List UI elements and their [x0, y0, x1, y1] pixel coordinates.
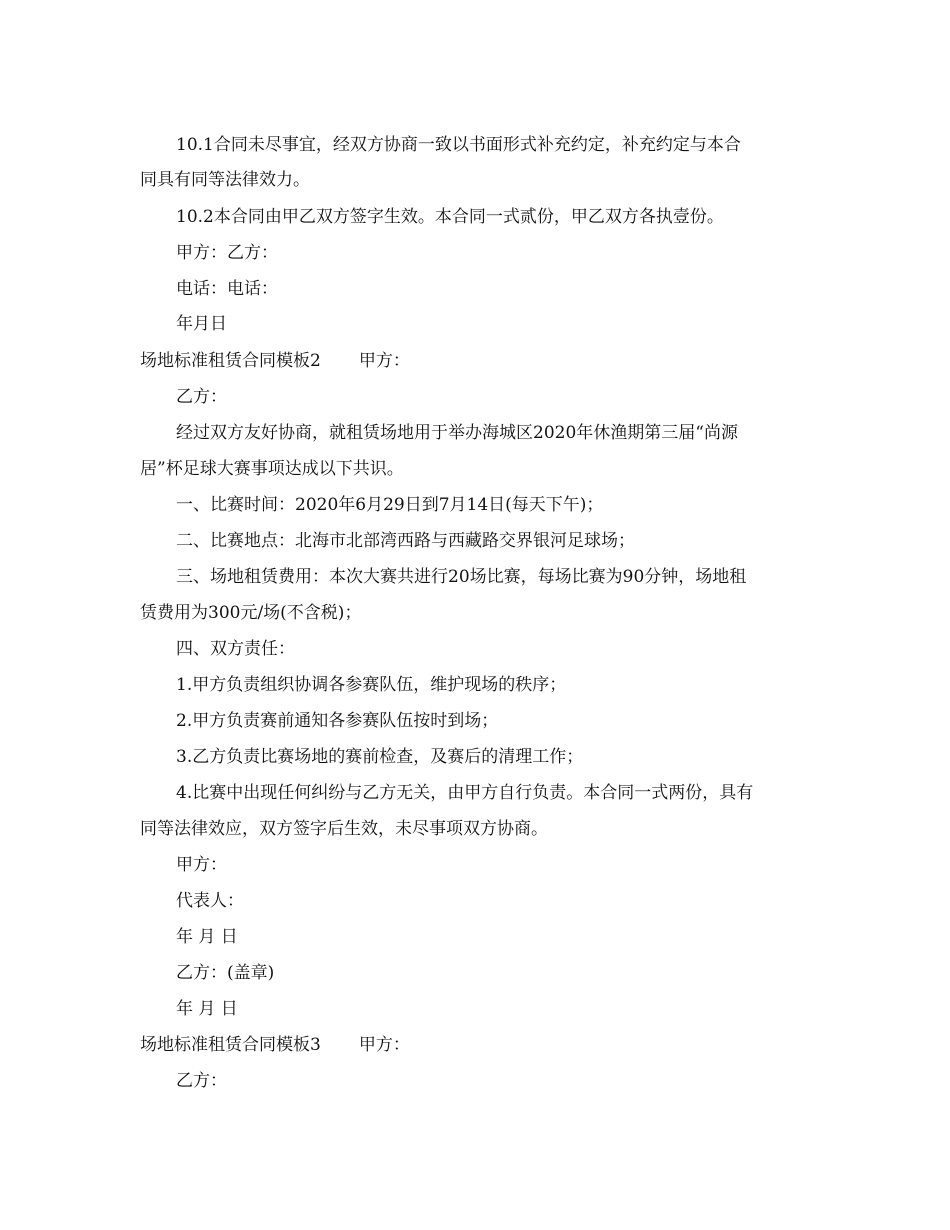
clause-line: 4.比赛中出现任何纠纷与乙方无关，由甲方自行负责。本合同一式两份，具有 — [176, 783, 754, 803]
section-heading: 场地标准租赁合同模板3 — [140, 1035, 321, 1055]
clause-line: 2.甲方负责赛前通知各参赛队伍按时到场； — [176, 711, 499, 731]
section-heading: 场地标准租赁合同模板2 — [140, 351, 321, 371]
clause-line: 三、场地租赁费用：本次大赛共进行20场比赛，每场比赛为90分钟，场地租 — [176, 567, 747, 587]
party-a-label: 甲方： — [358, 351, 410, 371]
clause-line: 赁费用为300元/场(不含税)； — [140, 603, 362, 623]
paragraph-line: 10.2本合同由甲乙双方签字生效。本合同一式贰份，甲乙双方各执壹份。 — [176, 207, 724, 227]
paragraph-line: 10.1合同未尽事宜，经双方协商一致以书面形式补充约定，补充约定与本合 — [176, 135, 741, 155]
party-b-label: 乙方： — [176, 387, 227, 407]
date-line: 年月日 — [176, 314, 227, 334]
clause-line: 1.甲方负责组织协调各参赛队伍，维护现场的秩序； — [176, 675, 567, 695]
representative-label: 代表人： — [176, 891, 244, 911]
date-line: 年 月 日 — [176, 927, 238, 947]
paragraph-line: 同具有同等法律效力。 — [140, 170, 310, 190]
party-a-label: 甲方： — [358, 1035, 410, 1055]
clause-line: 一、比赛时间：2020年6月29日到7月14日(每天下午)； — [176, 495, 604, 515]
signature-parties-line: 甲方：乙方： — [176, 243, 278, 263]
paragraph-line: 居”杯足球大赛事项达成以下共识。 — [140, 459, 404, 479]
party-b-label: 乙方： — [176, 1071, 227, 1091]
section-heading-line — [140, 351, 410, 371]
clause-line: 同等法律效应，双方签字后生效，未尽事项双方协商。 — [140, 819, 548, 839]
party-b-seal-label: 乙方：(盖章) — [176, 963, 275, 983]
clause-line: 二、比赛地点：北海市北部湾西路与西藏路交界银河足球场； — [176, 531, 635, 551]
section-heading-line — [140, 1035, 410, 1055]
phone-line: 电话：电话： — [176, 279, 278, 299]
paragraph-line: 经过双方友好协商，就租赁场地用于举办海城区2020年休渔期第三届“尚源 — [176, 423, 738, 443]
clause-line: 四、双方责任： — [176, 639, 295, 659]
clause-line: 3.乙方负责比赛场地的赛前检查，及赛后的清理工作； — [176, 747, 584, 767]
date-line: 年 月 日 — [176, 999, 238, 1019]
party-a-label: 甲方： — [176, 855, 227, 875]
